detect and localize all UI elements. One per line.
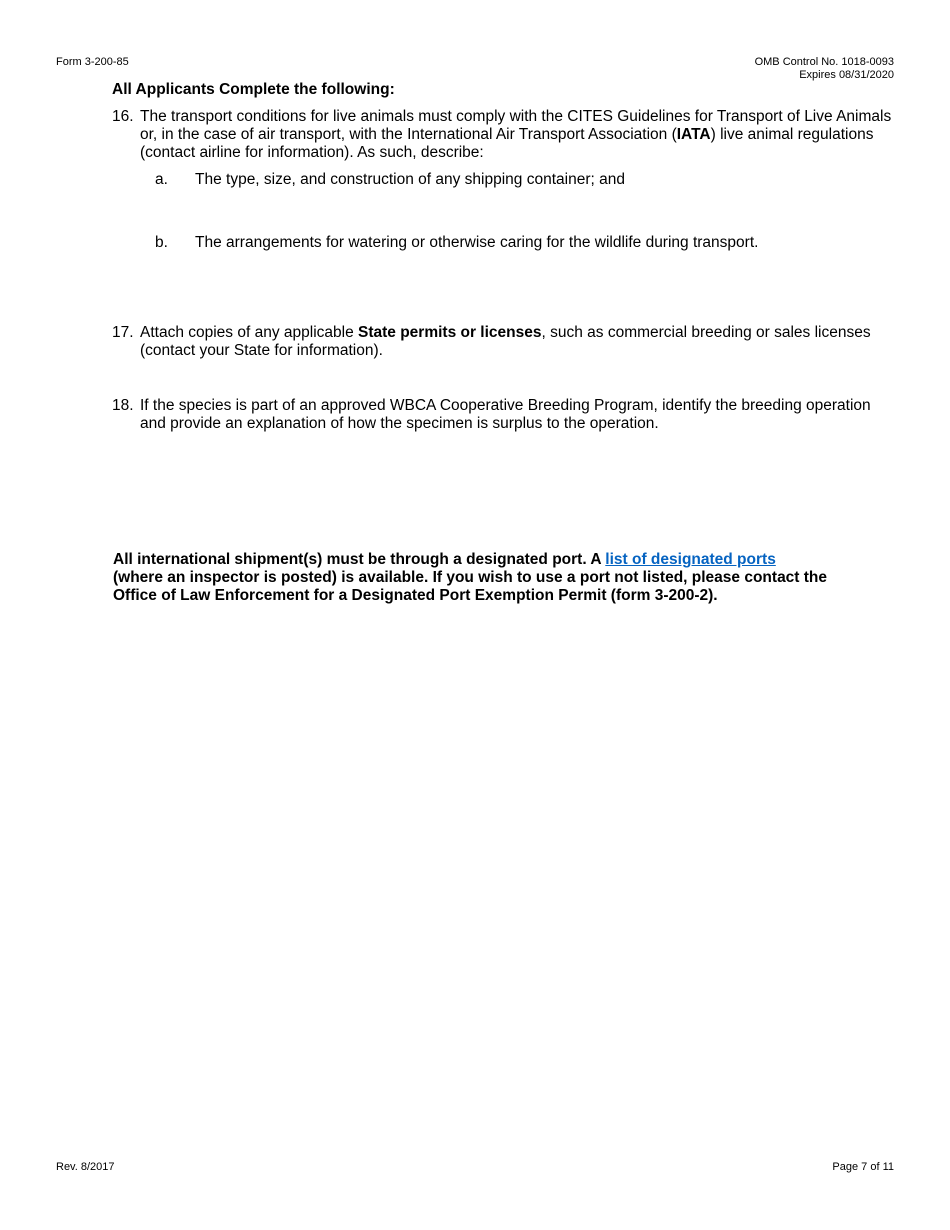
form-number: Form 3-200-85 bbox=[56, 56, 129, 68]
question-text bbox=[140, 324, 902, 360]
notice-line: Office of Law Enforcement for a Designated Port Exemption Permit (form 3-200-2). bbox=[113, 587, 718, 604]
question-17 bbox=[112, 324, 902, 360]
text-run: Attach copies of any applicable bbox=[140, 324, 358, 341]
question-16b bbox=[155, 234, 895, 252]
question-number: 18. bbox=[112, 397, 134, 414]
question-line: The transport conditions for live animals must comply with the CITES Guidelines for Transport of Live Animals bbox=[140, 108, 892, 125]
section-heading: All Applicants Complete the following: bbox=[112, 81, 395, 98]
text-run: All international shipment(s) must be through a designated port. A bbox=[113, 551, 606, 568]
question-line: (contact airline for information). As such, describe: bbox=[140, 144, 484, 161]
question-number: 16. bbox=[112, 108, 134, 125]
sub-text: The type, size, and construction of any shipping container; and bbox=[195, 171, 625, 188]
question-text bbox=[140, 397, 902, 433]
question-text bbox=[140, 108, 902, 162]
text-run: , such as commercial breeding or sales licenses bbox=[541, 324, 871, 341]
question-line: If the species is part of an approved WBCA Cooperative Breeding Program, identify the breeding operation bbox=[140, 397, 871, 414]
state-permits-emphasis: State permits or licenses bbox=[358, 324, 542, 341]
iata-acronym: IATA bbox=[676, 126, 711, 143]
question-16 bbox=[112, 108, 902, 162]
omb-control-number: OMB Control No. 1018-0093 bbox=[754, 56, 894, 68]
question-line bbox=[140, 126, 902, 144]
expiration-date: Expires 08/31/2020 bbox=[799, 69, 894, 81]
question-line: (contact your State for information). bbox=[140, 342, 383, 359]
notice-line: (where an inspector is posted) is available. If you wish to use a port not listed, please contact the bbox=[113, 569, 828, 586]
question-line: and provide an explanation of how the specimen is surplus to the operation. bbox=[140, 415, 659, 432]
question-line bbox=[140, 324, 902, 342]
designated-port-notice bbox=[113, 551, 873, 605]
question-number: 17. bbox=[112, 324, 134, 341]
sub-letter: a. bbox=[155, 171, 168, 188]
omb-info bbox=[755, 56, 894, 82]
question-18 bbox=[112, 397, 902, 433]
page-number: Page 7 of 11 bbox=[832, 1161, 894, 1173]
notice-line bbox=[113, 551, 873, 569]
designated-ports-link[interactable]: list of designated ports bbox=[605, 551, 776, 568]
sub-text: The arrangements for watering or otherwise caring for the wildlife during transport. bbox=[195, 234, 759, 251]
question-16a bbox=[155, 171, 895, 189]
text-run: or, in the case of air transport, with the International Air Transport Association ( bbox=[140, 126, 677, 143]
revision-date: Rev. 8/2017 bbox=[56, 1161, 115, 1173]
sub-letter: b. bbox=[155, 234, 168, 251]
text-run: ) live animal regulations bbox=[710, 126, 874, 143]
